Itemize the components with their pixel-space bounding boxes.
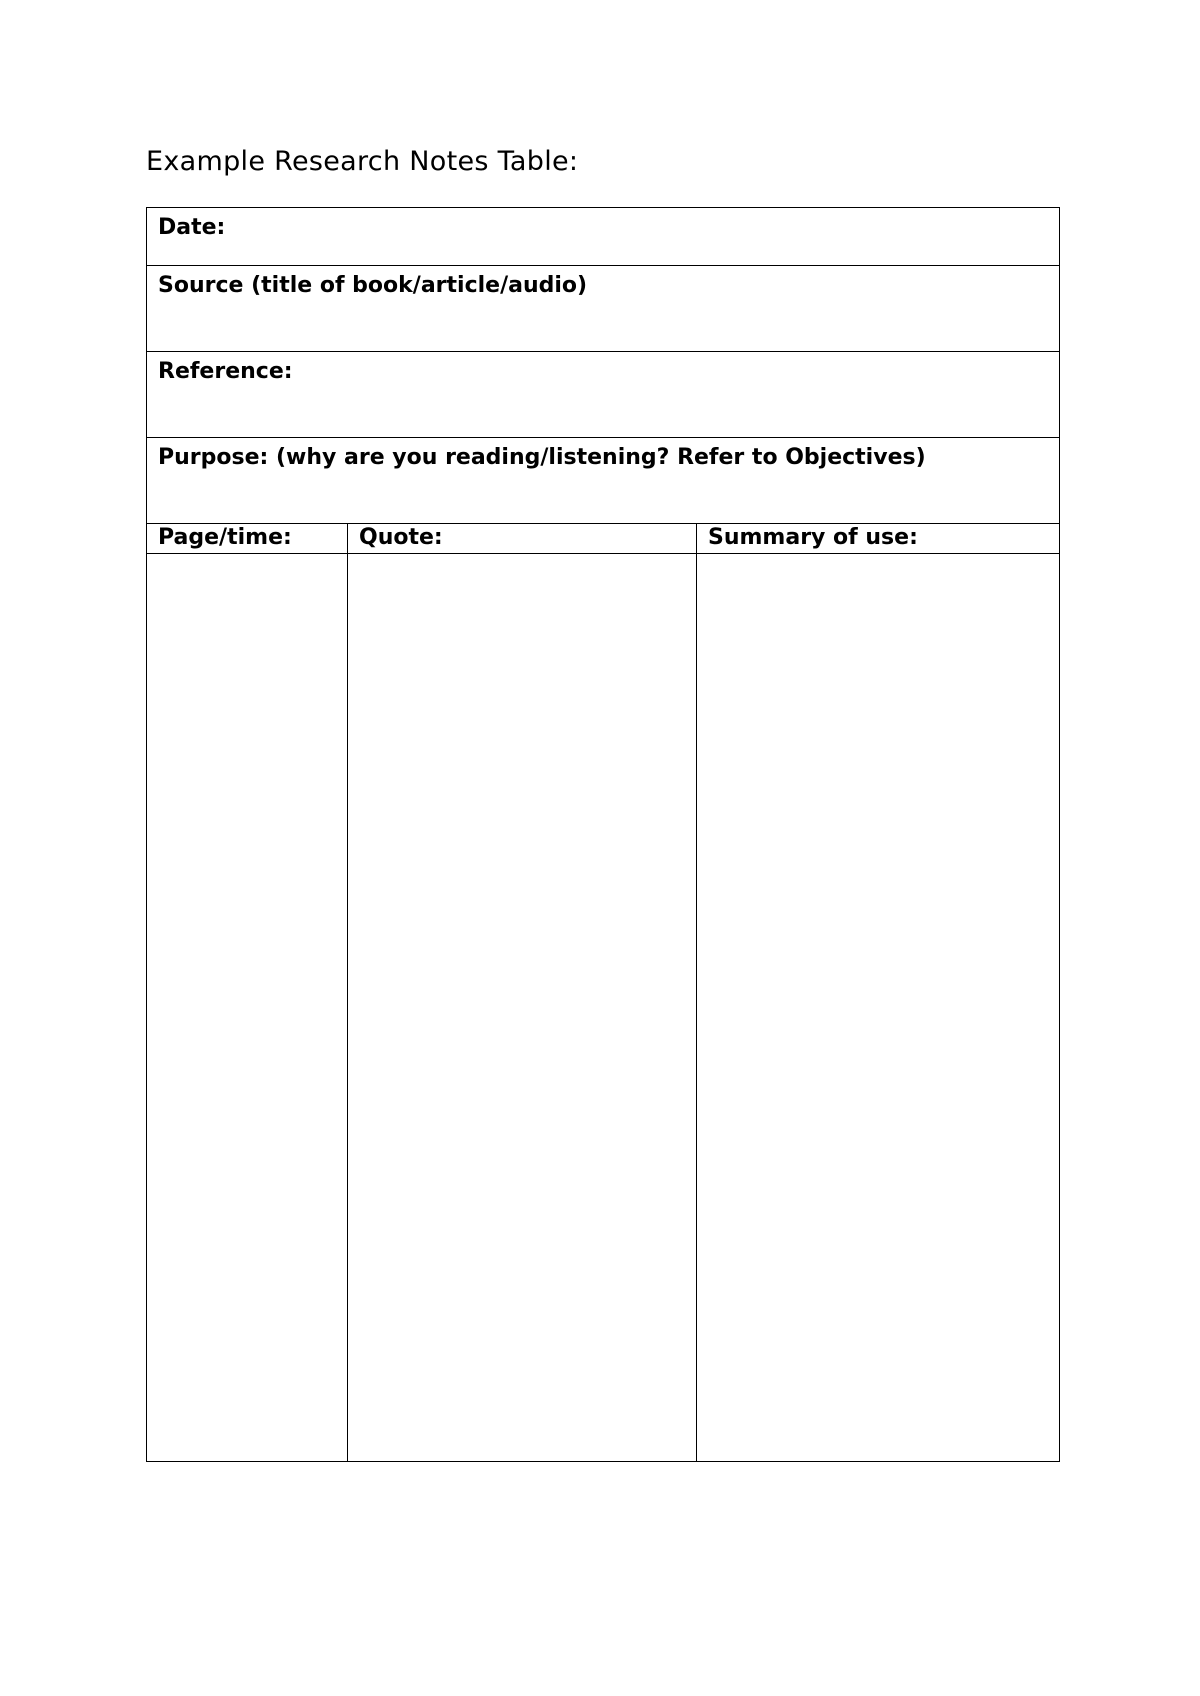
source-row: [147, 266, 1060, 352]
page-time-entry-cell[interactable]: [147, 554, 348, 1462]
date-label: Date:: [158, 215, 226, 240]
purpose-cell[interactable]: [147, 438, 1060, 524]
date-cell[interactable]: [147, 208, 1060, 266]
column-header-row: [147, 524, 1060, 554]
source-label: Source (title of book/article/audio): [158, 273, 588, 298]
reference-label: Reference:: [158, 359, 293, 384]
quote-label: Quote:: [359, 525, 443, 550]
research-notes-table: [146, 207, 1060, 1462]
page-time-label: Page/time:: [158, 525, 292, 550]
summary-entry-cell[interactable]: [697, 554, 1060, 1462]
reference-row: [147, 352, 1060, 438]
reference-cell[interactable]: [147, 352, 1060, 438]
purpose-row: [147, 438, 1060, 524]
source-cell[interactable]: [147, 266, 1060, 352]
quote-entry-cell[interactable]: [348, 554, 697, 1462]
summary-label: Summary of use:: [708, 525, 918, 550]
column-header-quote: [348, 524, 697, 554]
column-header-summary: [697, 524, 1060, 554]
page-title: Example Research Notes Table:: [146, 146, 579, 177]
date-row: [147, 208, 1060, 266]
purpose-label: Purpose: (why are you reading/listening? Refer to Objectives): [158, 445, 926, 470]
notes-body-row: [147, 554, 1060, 1462]
column-header-page-time: [147, 524, 348, 554]
